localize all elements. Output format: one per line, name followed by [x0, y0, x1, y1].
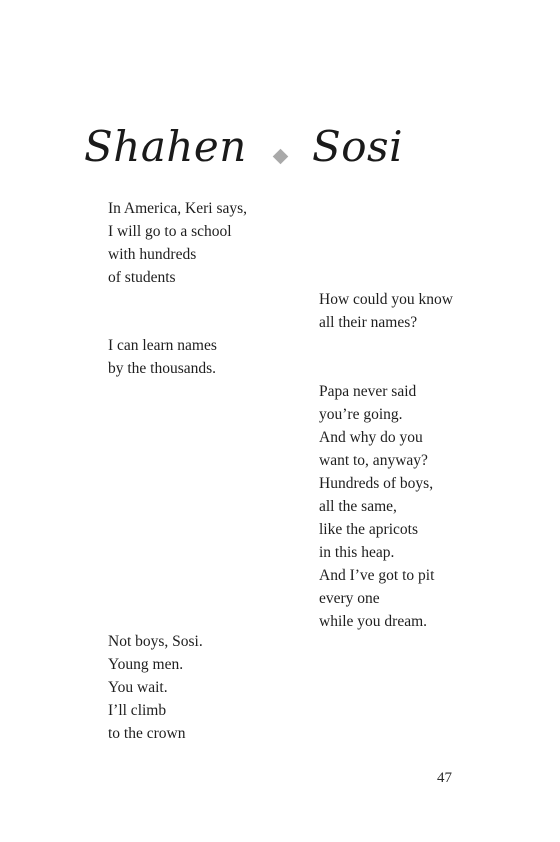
poem-line: Not boys, Sosi.	[108, 633, 203, 650]
stanza-sosi-1	[319, 288, 453, 334]
poem-line: And why do you	[319, 429, 423, 446]
poem-line: every one	[319, 590, 380, 607]
diamond-ornament-icon	[273, 149, 289, 165]
poem-line: with hundreds	[108, 246, 197, 263]
poem-line: How could you know	[319, 291, 453, 308]
poem-line: And I’ve got to pit	[319, 567, 435, 584]
poem-line: you’re going.	[319, 406, 403, 423]
poem-line: Young men.	[108, 656, 184, 673]
stanza-shahen-3	[108, 630, 203, 745]
stanza-sosi-2	[319, 380, 434, 633]
poem-line: In America, Keri says,	[108, 200, 248, 217]
poem-line: I’ll climb	[108, 702, 167, 719]
poem-line: I will go to a school	[108, 223, 232, 240]
poem-line: while you dream.	[319, 613, 428, 630]
poem-line: You wait.	[108, 679, 168, 696]
poem-line: want to, anyway?	[319, 452, 428, 469]
stanza-shahen-1	[108, 197, 247, 289]
speaker-heading-shahen: Shahen	[84, 122, 247, 171]
poem-line: by the thousands.	[108, 360, 217, 377]
speaker-heading-sosi: Sosi	[312, 122, 404, 171]
poem-line: all their names?	[319, 314, 418, 331]
poem-line: Hundreds of boys,	[319, 475, 434, 492]
poem-line: like the apricots	[319, 521, 418, 538]
stanza-shahen-2	[108, 334, 217, 380]
poem-line: Papa never said	[319, 383, 417, 400]
poem-line: in this heap.	[319, 544, 395, 561]
poem-line: I can learn names	[108, 337, 217, 354]
page-number: 47	[437, 770, 452, 786]
poem-line: all the same,	[319, 498, 397, 515]
poem-line: to the crown	[108, 725, 186, 742]
poem-line: of students	[108, 269, 176, 286]
